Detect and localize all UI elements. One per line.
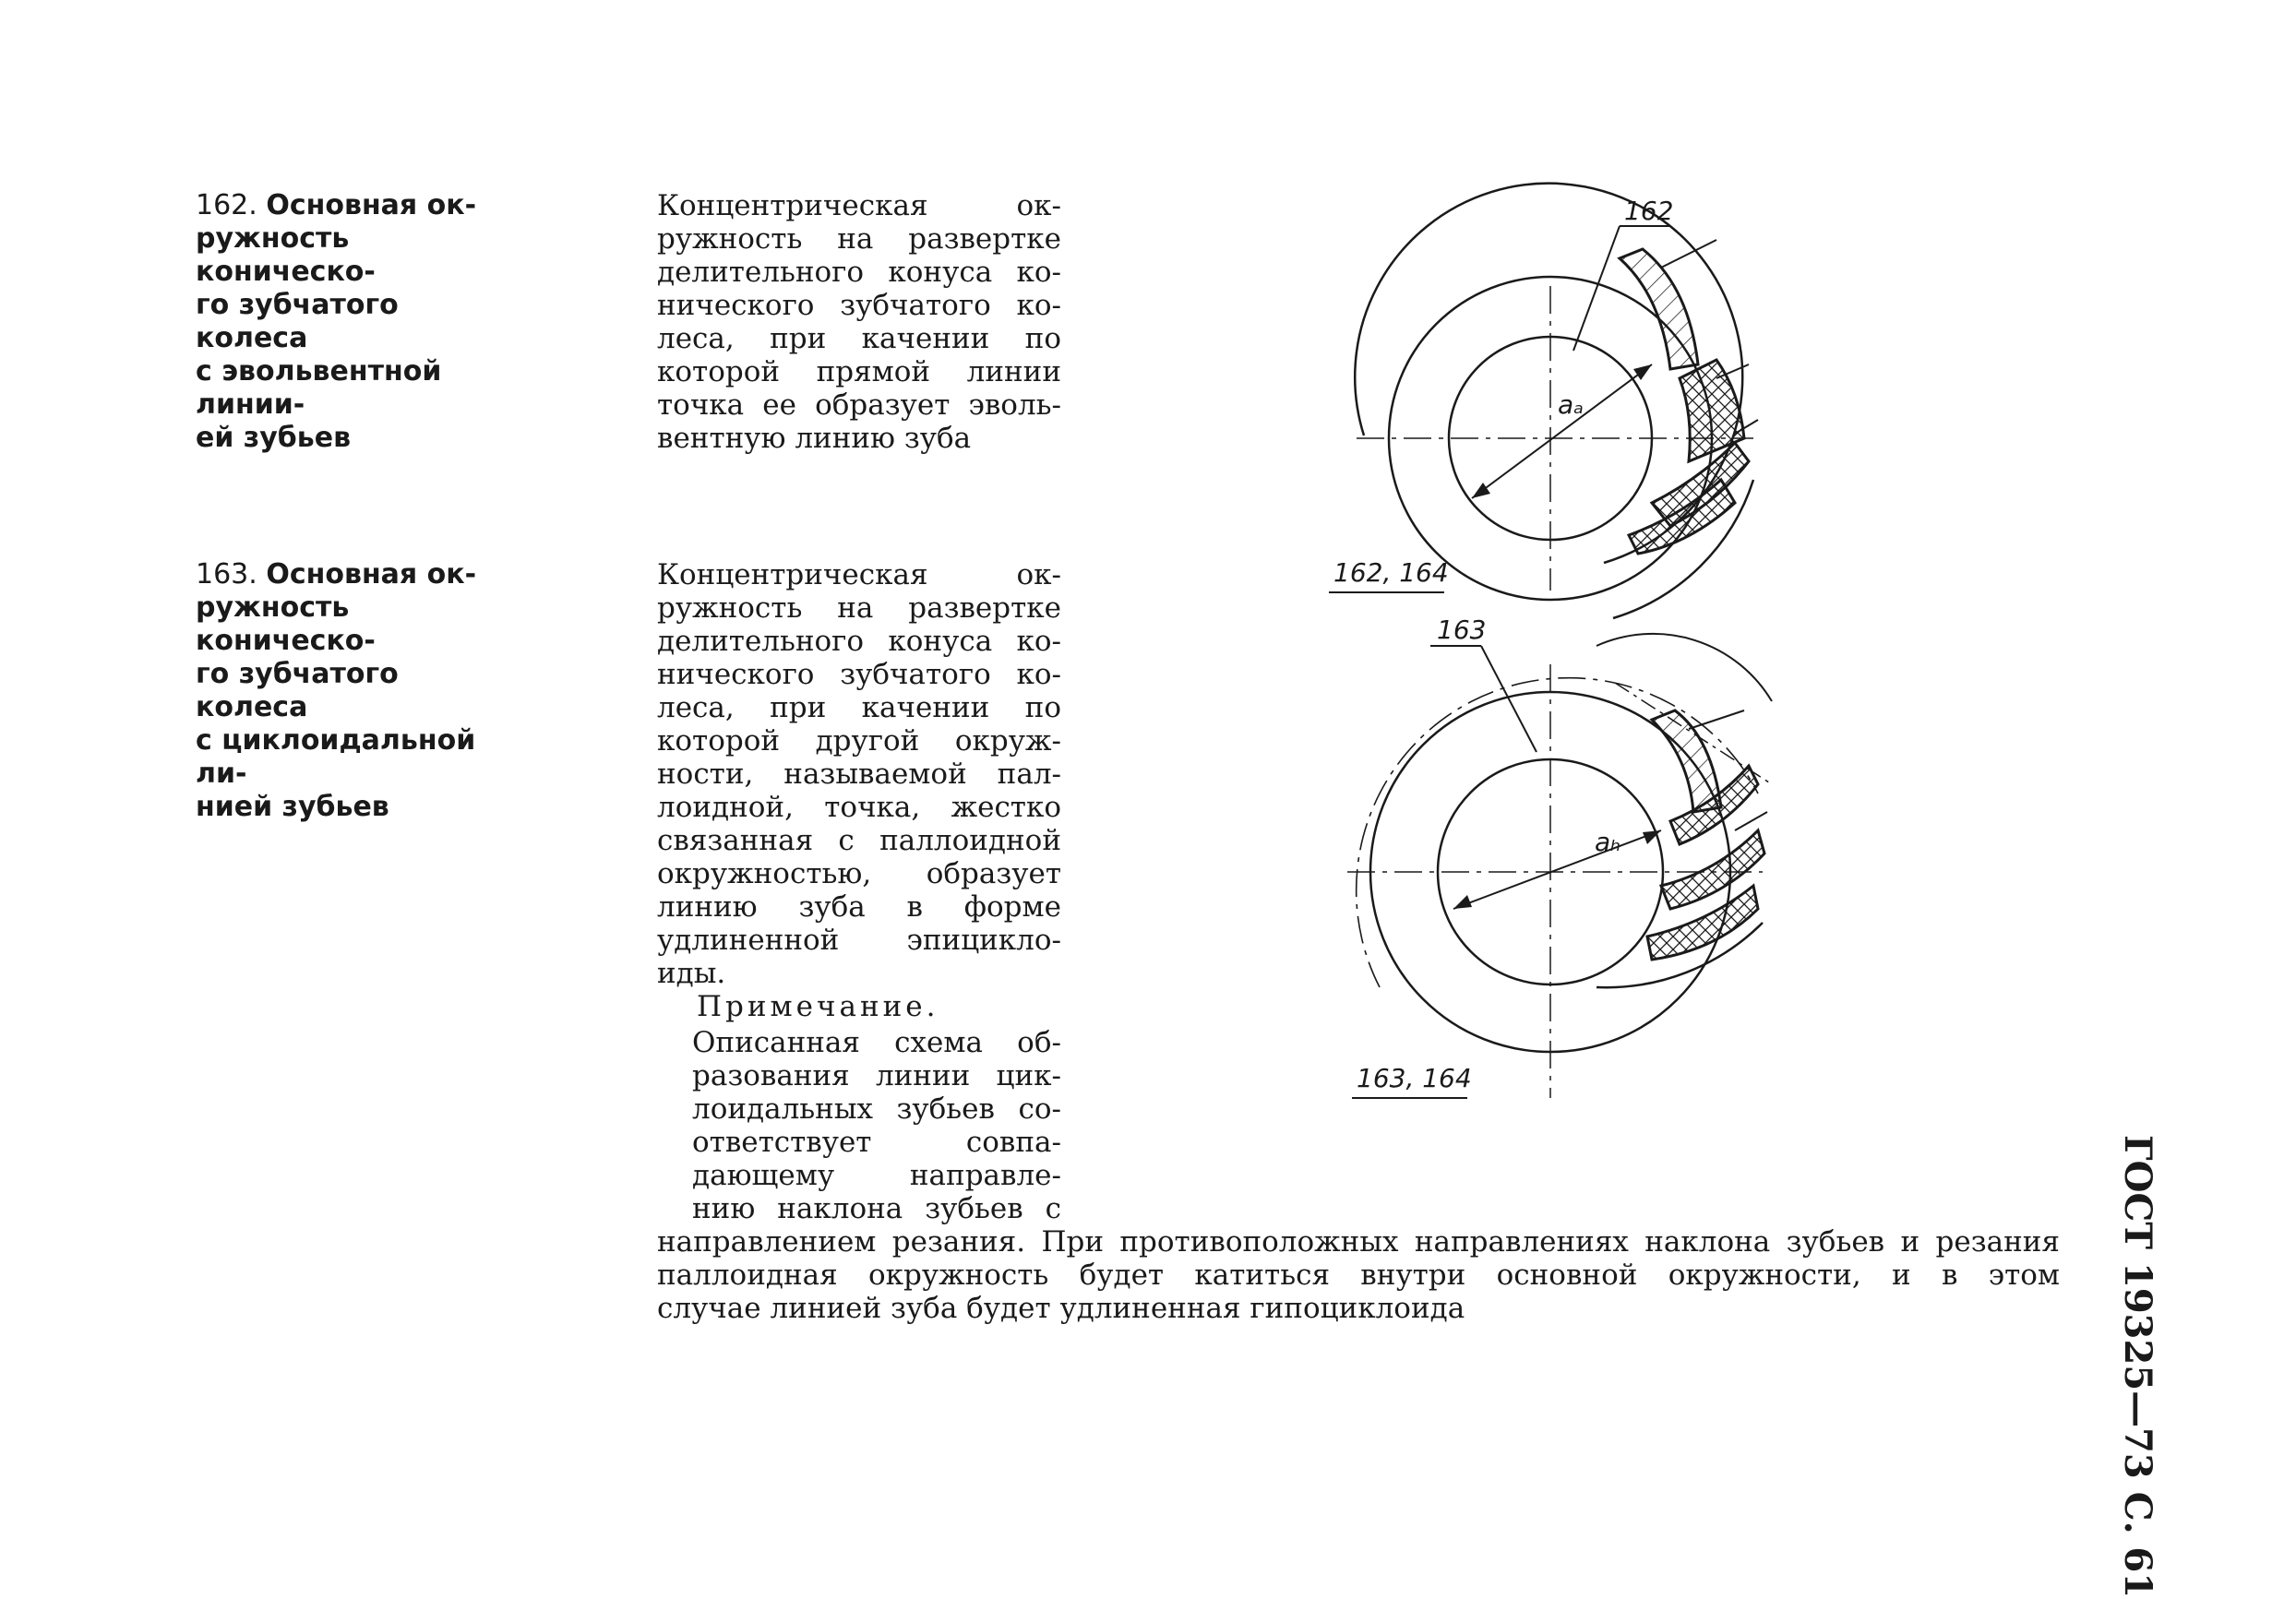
term-163-text-4: с циклоидальной ли- xyxy=(196,724,476,790)
caption-163-164: 163, 164 xyxy=(1357,1063,1472,1093)
note-line: разования линии цик- xyxy=(692,1059,1061,1092)
def-162-line: точка ее образует эволь- xyxy=(657,388,1061,422)
def-162-line: делительного конуса ко- xyxy=(657,256,1061,289)
def-163-line: леса, при качении по xyxy=(657,691,1061,724)
def-162-line: Концентрическая ок- xyxy=(657,189,1061,222)
term-162-text-2: ружность коническо- xyxy=(196,222,376,288)
def-162-line: которой прямой линии xyxy=(657,355,1061,388)
note-line: ответствует совпа- xyxy=(692,1126,1061,1159)
def-163-line: ружность на развертке xyxy=(657,591,1061,625)
def-163-line: связанная с паллоидной xyxy=(657,824,1061,857)
term-162-text-1: Основная ок- xyxy=(266,189,477,221)
def-162-line: нического зубчатого ко- xyxy=(657,289,1061,322)
def-162-line: ружность на развертке xyxy=(657,222,1061,256)
note-line: Описанная схема об- xyxy=(692,1026,1061,1059)
term-163-number: 163. xyxy=(196,558,257,591)
def-162-line: вентную линию зуба xyxy=(657,422,972,455)
running-header-text: ГОСТ 19325—73 С. 61 xyxy=(2116,1135,2159,1599)
dim-label-162: aₐ xyxy=(1558,389,1584,420)
figure-162 xyxy=(1355,184,1758,618)
note-line: дающему направле- xyxy=(692,1159,1061,1192)
term-163-text-3: го зубчатого колеса xyxy=(196,658,399,723)
dimension-line-162 xyxy=(1472,364,1652,498)
figure-163 xyxy=(1347,634,1772,1098)
term-163-text-1: Основная ок- xyxy=(266,558,477,591)
note-line: нию наклона зубьев с xyxy=(692,1192,1061,1225)
label-163: 163 xyxy=(1437,615,1487,645)
def-163-line: нического зубчатого ко- xyxy=(657,658,1061,691)
arrow-head xyxy=(1472,483,1490,498)
note-line: лоидальных зубьев со- xyxy=(692,1092,1061,1126)
term-163-text-5: нией зубьев xyxy=(196,791,389,823)
arrow-head xyxy=(1633,364,1652,380)
tooth-line xyxy=(1689,710,1744,729)
def-163-line: Концентрическая ок- xyxy=(657,558,1061,591)
dimension-line-163 xyxy=(1453,830,1661,909)
dim-label-163: aₕ xyxy=(1595,827,1621,857)
term-162-number: 162. xyxy=(196,189,257,221)
note-cont-line: направлением резания. При противоположных направлениях наклона зубьев и резания xyxy=(657,1225,2060,1259)
term-162-text-4: с эвольвентной линии- xyxy=(196,355,442,421)
arrow-head xyxy=(1453,895,1472,909)
def-163-line: иды. xyxy=(657,957,726,990)
caption-162-164: 162, 164 xyxy=(1333,557,1449,588)
palloid-arc-163 xyxy=(1596,634,1772,701)
note-cont-line: паллоидная окружность будет катиться внутри основной окружности, и в этом xyxy=(657,1259,2060,1292)
def-162-line: леса, при качении по xyxy=(657,322,1061,355)
label-162: 162 xyxy=(1624,196,1674,226)
def-163-line: лоидной, точка, жестко xyxy=(657,791,1061,824)
tooth-hatched xyxy=(1652,710,1721,812)
def-163-line: окружностью, образует xyxy=(657,857,1061,890)
leader-163 xyxy=(1481,646,1537,752)
tooth-hatched xyxy=(1620,249,1698,369)
def-163-line: удлиненной эпицикло- xyxy=(657,924,1061,957)
note-cont-line: случае линией зуба будет удлиненная гипоциклоида xyxy=(657,1292,1465,1325)
tooth-line xyxy=(1735,812,1767,830)
def-163-line: делительного конуса ко- xyxy=(657,625,1061,658)
note-title: Примечание. xyxy=(697,990,939,1023)
term-162-text-3: го зубчатого колеса xyxy=(196,289,399,354)
def-163-line: линию зуба в форме xyxy=(657,890,1061,924)
term-162-text-5: ей зубьев xyxy=(196,422,352,454)
term-163-text-2: ружность коническо- xyxy=(196,591,376,657)
def-163-line: ности, называемой пал- xyxy=(657,758,1061,791)
def-163-line: которой другой окруж- xyxy=(657,724,1061,758)
